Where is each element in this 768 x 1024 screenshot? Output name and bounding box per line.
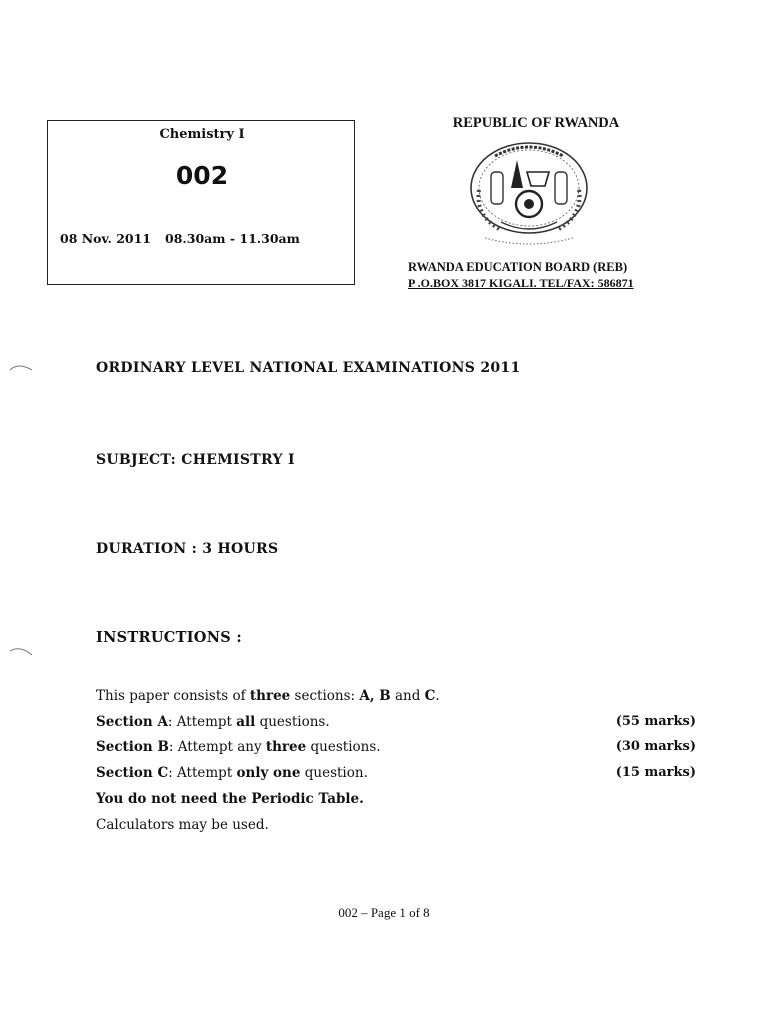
section-a-marks: (55 marks) xyxy=(615,714,696,729)
instruction-calculators: Calculators may be used. xyxy=(96,817,269,833)
board-address: P .O.BOX 3817 KIGALI. TEL/FAX: 586871 xyxy=(408,276,634,290)
exam-info-box xyxy=(47,120,355,285)
paper-code: 002 xyxy=(175,161,229,190)
exam-title: ORDINARY LEVEL NATIONAL EXAMINATIONS 2011 xyxy=(96,360,521,376)
instructions-title: INSTRUCTIONS : xyxy=(96,629,243,646)
instruction-section-b: Section B: Attempt any three questions. xyxy=(96,739,381,755)
margin-mark-icon xyxy=(8,362,34,374)
instruction-section-c: Section C: Attempt only one question. xyxy=(96,765,368,781)
rwanda-seal-icon xyxy=(465,138,593,248)
box-subject: Chemistry I xyxy=(159,127,245,142)
exam-date-time xyxy=(60,231,300,246)
instruction-intro: This paper consists of three sections: A, B and C. xyxy=(96,688,440,704)
exam-time: 08.30am - 11.30am xyxy=(165,231,300,246)
page-footer: 002 – Page 1 of 8 xyxy=(338,905,430,920)
section-b-marks: (30 marks) xyxy=(615,739,696,754)
margin-mark-icon xyxy=(8,645,34,657)
instruction-periodic-table: You do not need the Periodic Table. xyxy=(96,791,364,807)
subject-line: SUBJECT: CHEMISTRY I xyxy=(96,452,295,468)
board-name: RWANDA EDUCATION BOARD (REB) xyxy=(408,260,628,274)
instruction-section-a: Section A: Attempt all questions. xyxy=(96,714,330,730)
section-c-marks: (15 marks) xyxy=(615,765,696,780)
exam-date: 08 Nov. 2011 xyxy=(60,231,152,246)
republic-title: REPUBLIC OF RWANDA xyxy=(452,115,620,131)
duration-line: DURATION : 3 HOURS xyxy=(96,541,279,557)
